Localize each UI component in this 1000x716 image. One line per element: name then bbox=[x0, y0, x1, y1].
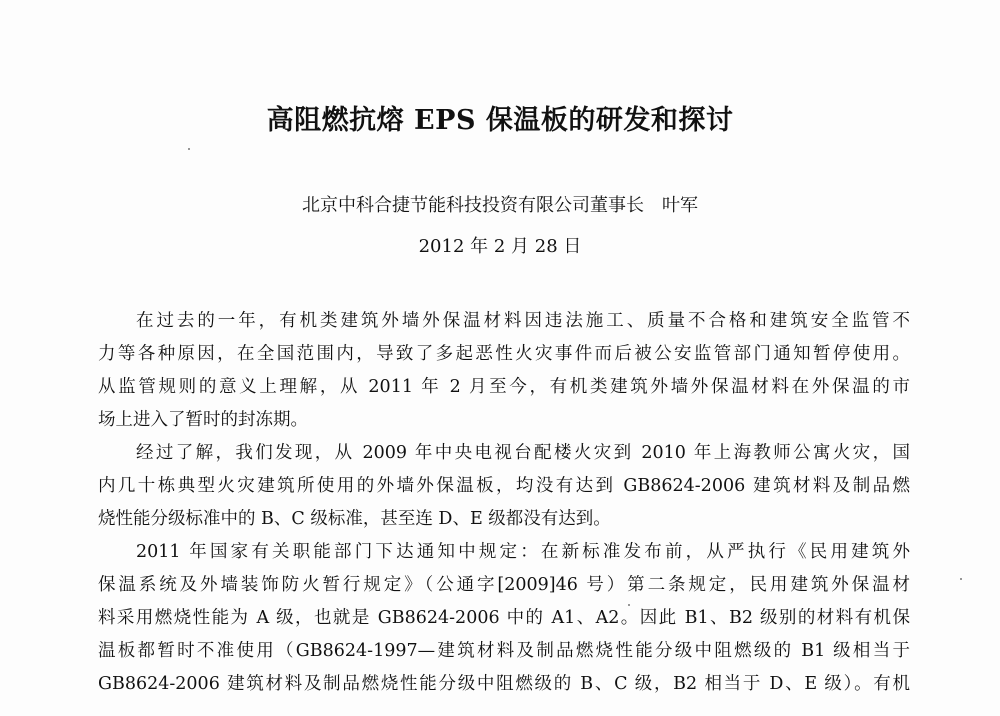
body-line: 料采用燃烧性能为 A 级，也就是 GB8624-2006 中的 A1、A2。因此 B1、B2 级别的材料有机保 bbox=[98, 608, 910, 628]
document-author: 北京中科合捷节能科技投资有限公司董事长 叶军 bbox=[302, 195, 698, 216]
scan-speck bbox=[628, 604, 630, 606]
body-line: 在过去的一年，有机类建筑外墙外保温材料因违法施工、质量不合格和建筑安全监管不 bbox=[136, 311, 910, 331]
scan-speck bbox=[188, 148, 190, 150]
body-line: 场上进入了暂时的封冻期。 bbox=[98, 410, 308, 430]
body-line: GB8624-2006 建筑材料及制品燃烧性能分级中阻燃级的 B、C 级，B2 相当于 D、E 级）。有机 bbox=[98, 674, 910, 694]
document-date: 2012 年 2 月 28 日 bbox=[418, 236, 582, 257]
body-line: 2011 年国家有关职能部门下达通知中规定：在新标准发布前，从严执行《民用建筑外 bbox=[136, 542, 910, 562]
body-line: 力等各种原因，在全国范围内，导致了多起恶性火灾事件而后被公安监管部门通知暂停使用。 bbox=[98, 344, 910, 364]
body-line: 内几十栋典型火灾建筑所使用的外墙外保温板，均没有达到 GB8624-2006 建筑材料及制品燃 bbox=[98, 476, 910, 496]
body-line: 温板都暂时不准使用（GB8624-1997—建筑材料及制品燃烧性能分级中阻燃级的 B1 级相当于 bbox=[98, 641, 910, 661]
body-line: 经过了解，我们发现，从 2009 年中央电视台配楼火灾到 2010 年上海教师公寓火灾，国 bbox=[136, 443, 910, 463]
body-line: 烧性能分级标准中的 B、C 级标准，甚至连 D、E 级都没有达到。 bbox=[98, 509, 611, 529]
body-line: 从监管规则的意义上理解，从 2011 年 2 月至今，有机类建筑外墙外保温材料在外保温的市 bbox=[98, 377, 910, 397]
body-line: 保温系统及外墙装饰防火暂行规定》（公通字[2009]46 号）第二条规定，民用建筑外保温材 bbox=[98, 575, 910, 595]
scan-speck bbox=[960, 578, 962, 580]
document-title: 高阻燃抗熔 EPS 保温板的研发和探讨 bbox=[266, 105, 734, 136]
